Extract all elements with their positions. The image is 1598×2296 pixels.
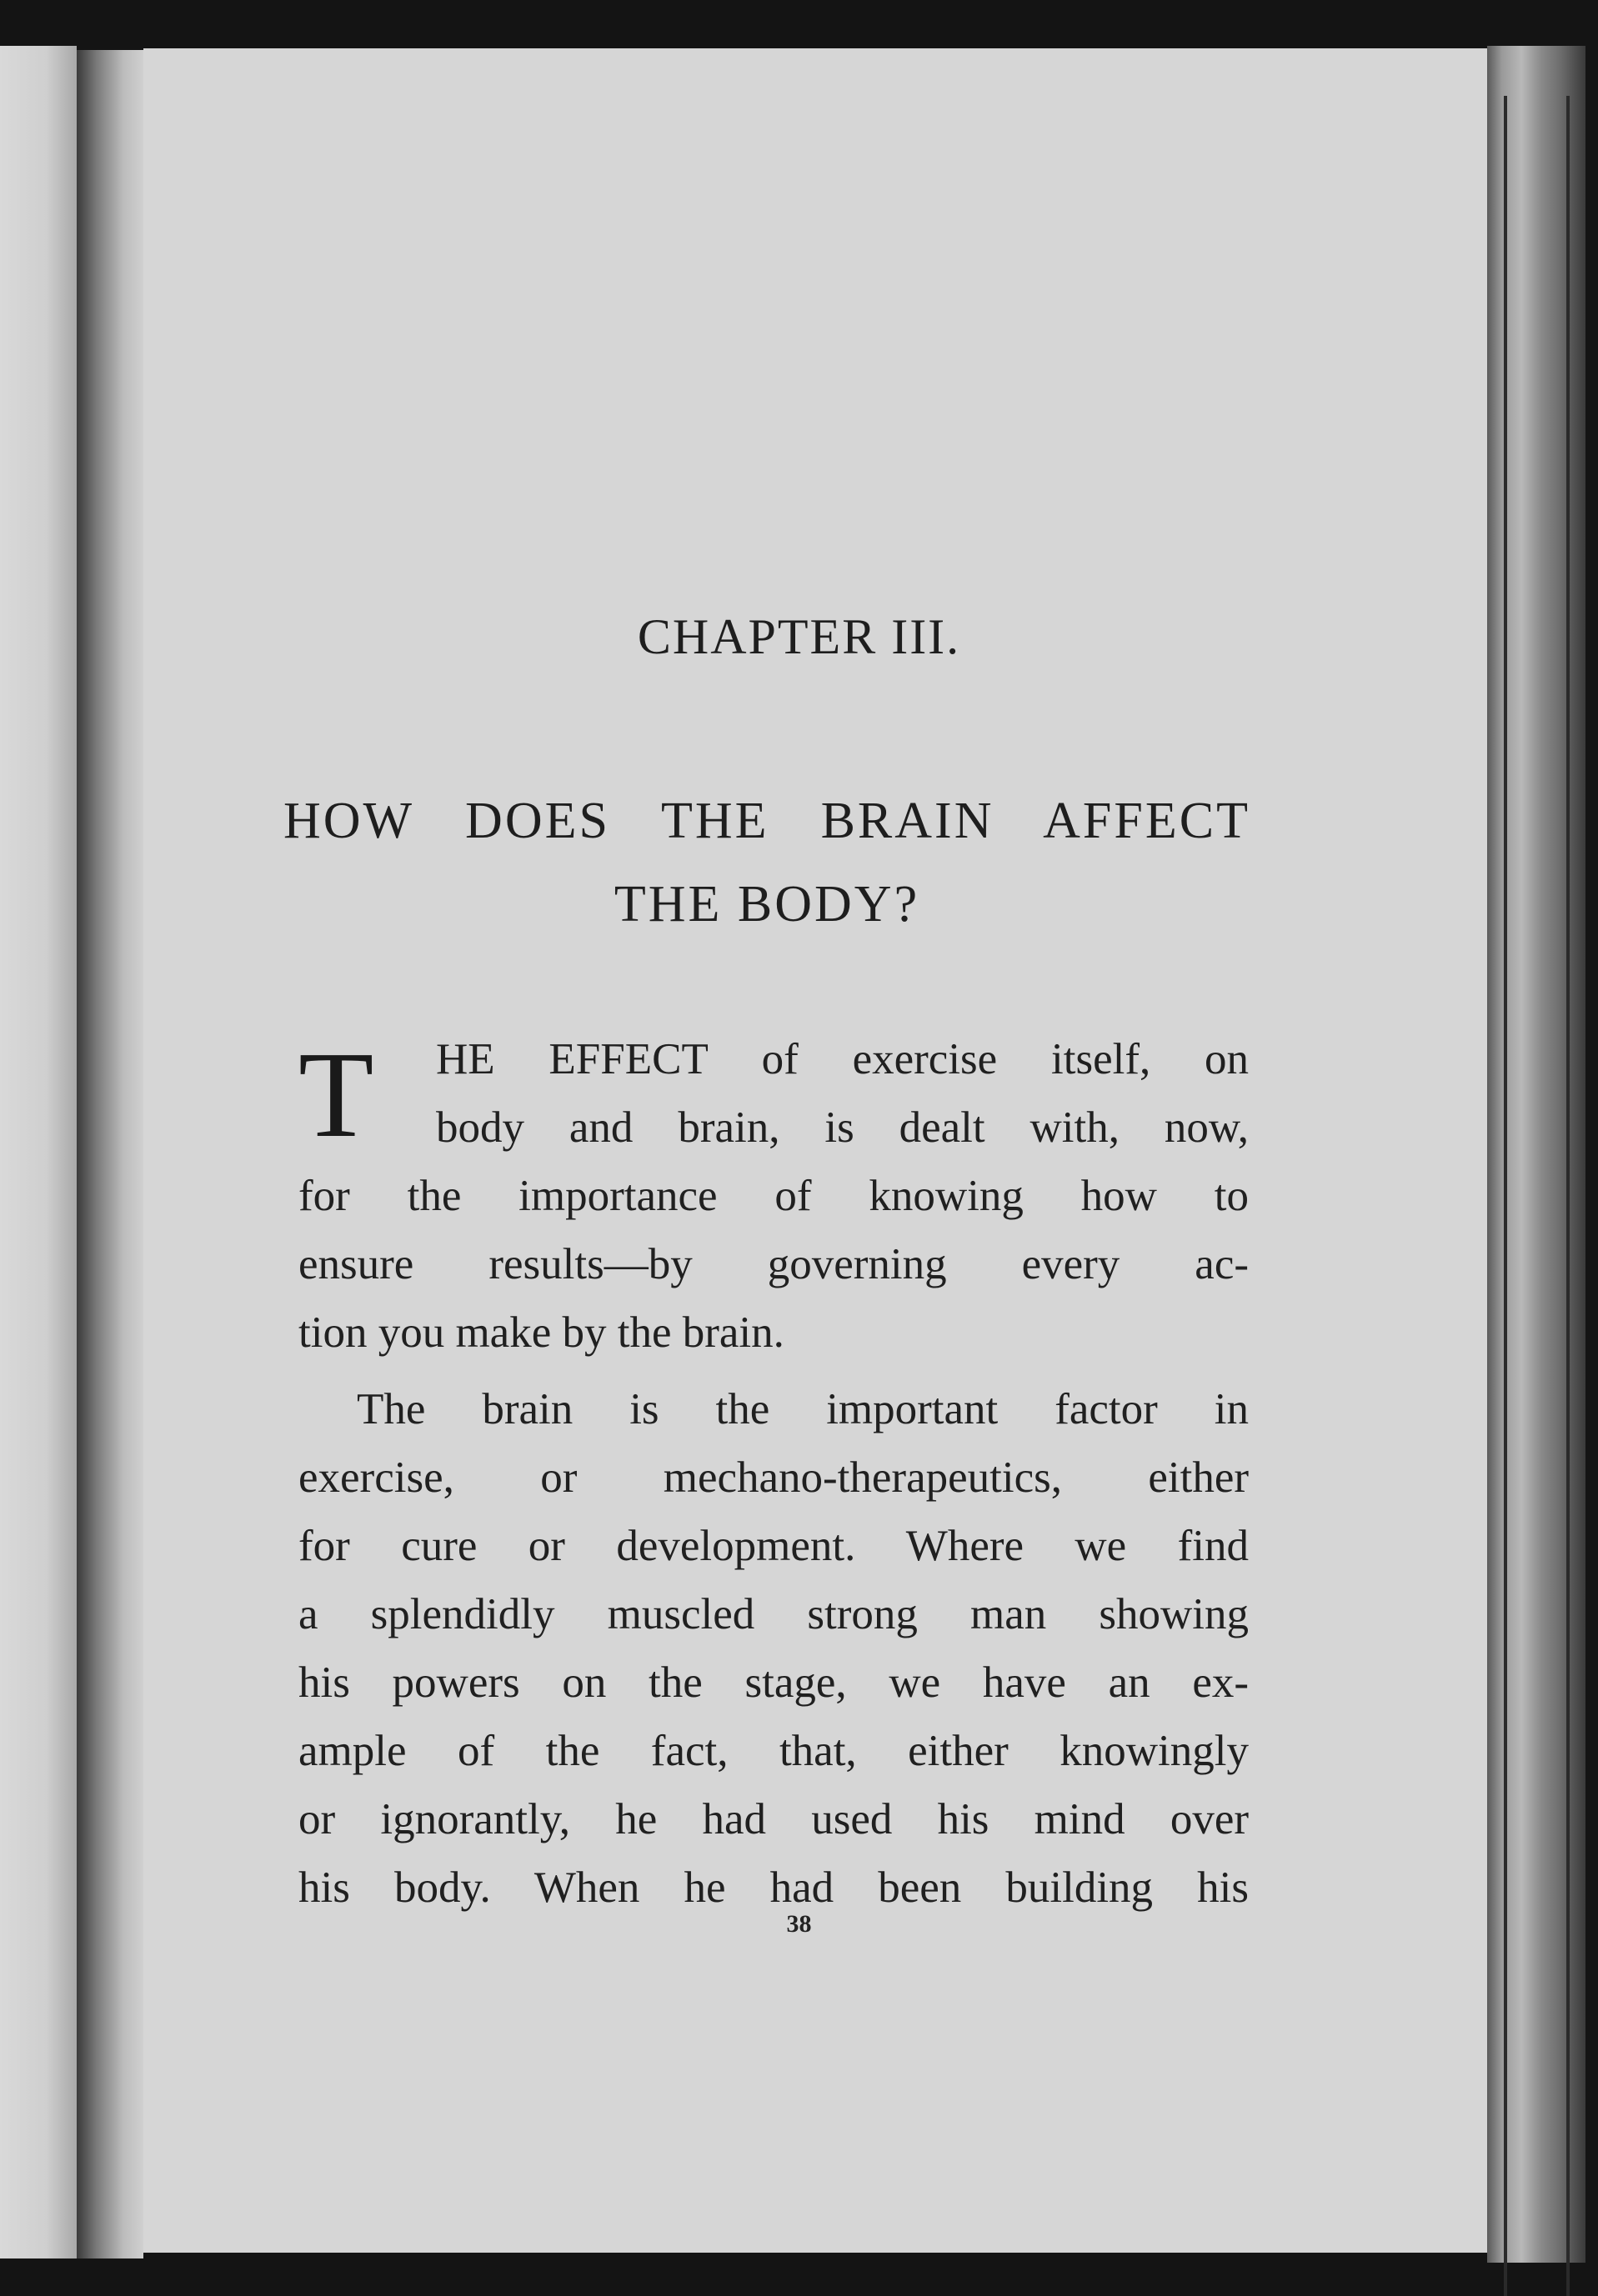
- chapter-title-line-1: HOW DOES THE BRAIN AFFECT: [283, 793, 1250, 849]
- text-line: his body. When he had been building his: [298, 1863, 1249, 1912]
- drop-cap: T: [298, 1027, 374, 1163]
- page-number: 38: [786, 1910, 812, 1938]
- text-line: ensure results—by governing every ac-: [298, 1240, 1249, 1288]
- paragraph-2: [298, 1375, 1249, 1922]
- text-line: for cure or development. Where we find: [298, 1522, 1249, 1570]
- text-line: for the importance of knowing how to: [298, 1172, 1249, 1220]
- spine-line: [1504, 96, 1507, 2296]
- text-line: The brain is the important factor in: [357, 1385, 1249, 1433]
- text-line: HE EFFECT of exercise itself, on: [436, 1035, 1249, 1083]
- text-line: exercise, or mechano-therapeutics, either: [298, 1453, 1249, 1502]
- body-text: [298, 1025, 1249, 1922]
- paragraph-1: [298, 1025, 1249, 1367]
- chapter-title-line-2: THE BODY?: [614, 876, 920, 933]
- text-line: his powers on the stage, we have an ex-: [298, 1658, 1249, 1707]
- text-line: ample of the fact, that, either knowingly: [298, 1727, 1249, 1775]
- chapter-heading: CHAPTER III.: [637, 609, 961, 664]
- spine-line: [1566, 96, 1570, 2296]
- chapter-title: [283, 779, 1250, 946]
- text-line: a splendidly muscled strong man showing: [298, 1590, 1249, 1638]
- text-line: tion you make by the brain.: [298, 1308, 784, 1357]
- text-line: body and brain, is dealt with, now,: [436, 1103, 1249, 1152]
- text-line: or ignorantly, he had used his mind over: [298, 1795, 1249, 1843]
